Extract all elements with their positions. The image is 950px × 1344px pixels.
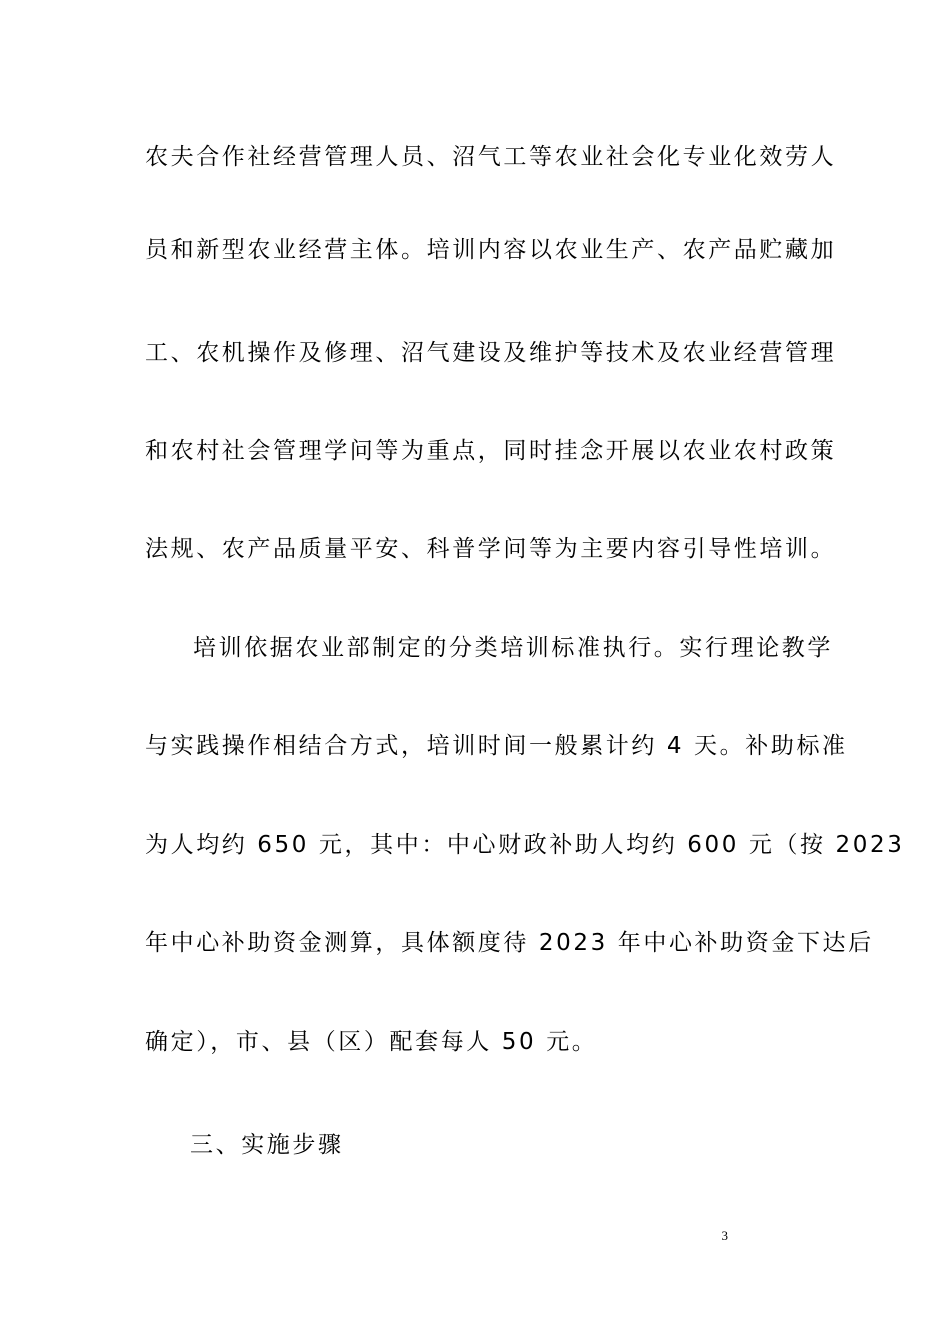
paragraph-line-1: 农夫合作社经营管理人员、沼气工等农业社会化专业化效劳人 — [145, 144, 837, 170]
paragraph-line-8: 为人均约 650 元，其中：中心财政补助人均约 600 元（按 2023 — [145, 832, 905, 858]
paragraph-line-6: 培训依据农业部制定的分类培训标准执行。实行理论教学 — [193, 635, 833, 661]
paragraph-line-7: 与实践操作相结合方式，培训时间一般累计约 4 天。补助标准 — [145, 733, 848, 759]
paragraph-line-2: 员和新型农业经营主体。培训内容以农业生产、农产品贮藏加 — [145, 237, 837, 263]
paragraph-line-3: 工、农机操作及修理、沼气建设及维护等技术及农业经营管理 — [145, 340, 837, 366]
paragraph-line-10: 确定），市、县（区）配套每人 50 元。 — [145, 1029, 598, 1055]
section-heading: 三、实施步骤 — [190, 1132, 344, 1158]
page-number: 3 — [721, 1228, 728, 1243]
paragraph-line-5: 法规、农产品质量平安、科普学问等为主要内容引导性培训。 — [145, 536, 837, 562]
paragraph-line-4: 和农村社会管理学问等为重点，同时挂念开展以农业农村政策 — [145, 438, 837, 464]
paragraph-line-9: 年中心补助资金测算，具体额度待 2023 年中心补助资金下达后 — [145, 930, 874, 956]
